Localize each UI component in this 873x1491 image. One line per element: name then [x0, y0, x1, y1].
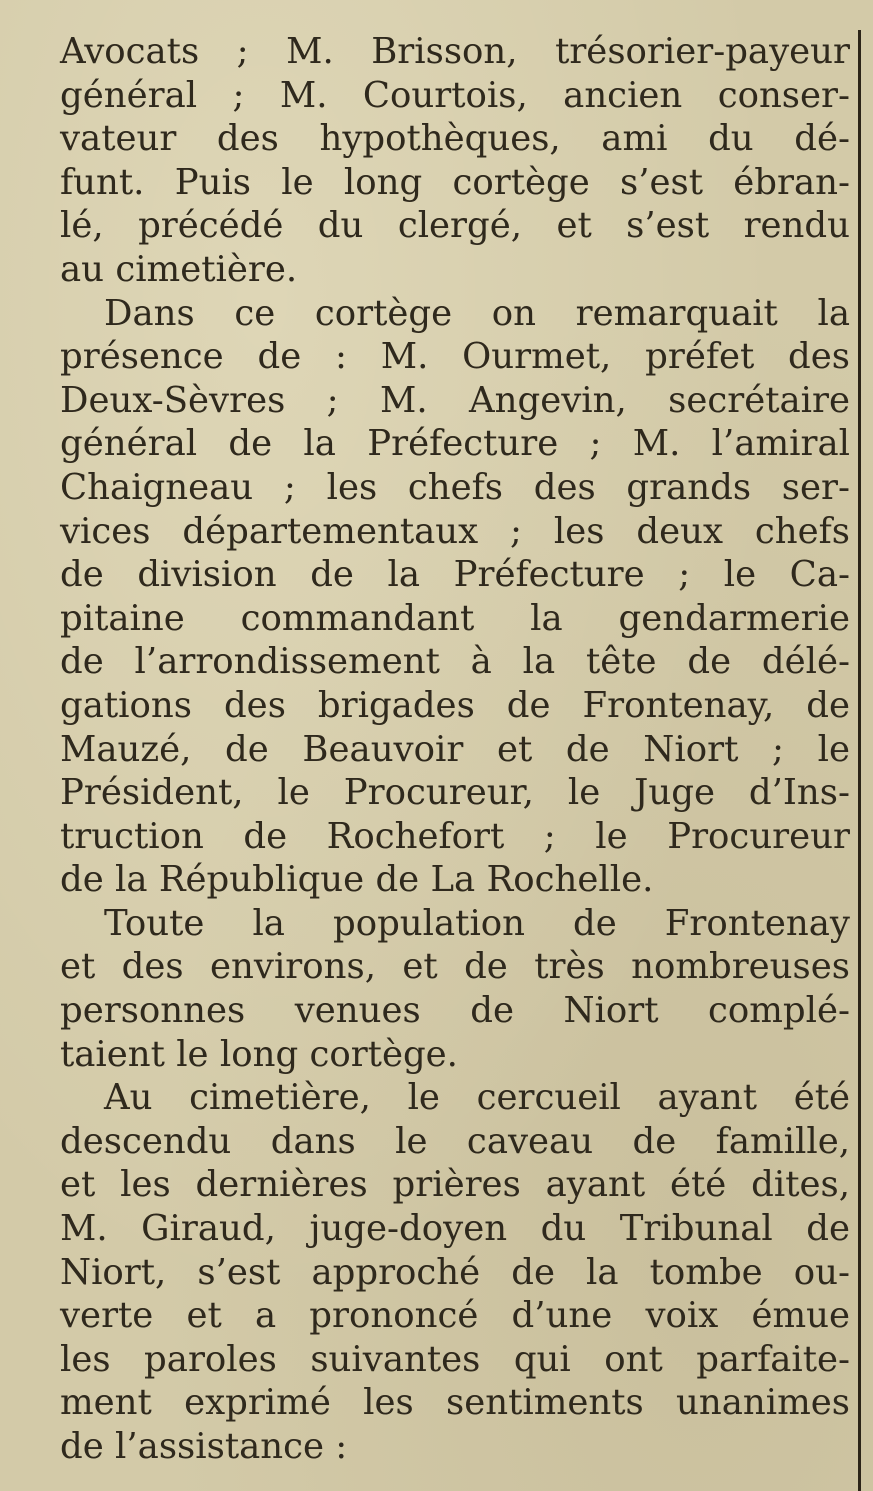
- text-line: taient le long cortège.: [60, 1033, 458, 1075]
- text-line: Deux-Sèvres ; M. Angevin, secrétaire: [60, 379, 850, 421]
- text-line: ment exprimé les sentiments unanimes: [60, 1382, 850, 1424]
- paragraph-start-line: Dans ce cortège on remarquait la: [104, 292, 850, 334]
- text-line: et les dernières prières ayant été dites,: [60, 1164, 850, 1206]
- text-line: truction de Rochefort ; le Procureur: [60, 815, 850, 857]
- text-line: Mauzé, de Beauvoir et de Niort ; le: [60, 728, 850, 770]
- article-text: [60, 30, 850, 1469]
- text-line: vices départementaux ; les deux chefs: [60, 510, 850, 552]
- column-divider: [858, 30, 861, 1491]
- text-line: funt. Puis le long cortège s’est ébran-: [60, 161, 850, 203]
- text-line: général ; M. Courtois, ancien conser-: [60, 74, 850, 116]
- text-line: de la République de La Rochelle.: [60, 859, 654, 901]
- text-line: Niort, s’est approché de la tombe ou-: [60, 1251, 850, 1293]
- text-line: présence de : M. Ourmet, préfet des: [60, 336, 850, 378]
- text-line: pitaine commandant la gendarmerie: [60, 597, 850, 639]
- text-line: de l’assistance :: [60, 1426, 348, 1467]
- text-line: les paroles suivantes qui ont parfaite-: [60, 1338, 850, 1380]
- text-line: descendu dans le caveau de famille,: [60, 1120, 850, 1162]
- text-line: vateur des hypothèques, ami du dé-: [60, 118, 850, 160]
- text-line: Président, le Procureur, le Juge d’Ins-: [60, 772, 850, 814]
- text-line: Chaigneau ; les chefs des grands ser-: [60, 466, 850, 508]
- text-line: au cimetière.: [60, 248, 298, 290]
- text-line: Avocats ; M. Brisson, trésorier-payeur: [60, 31, 850, 72]
- text-line: de division de la Préfecture ; le Ca-: [60, 554, 850, 596]
- paragraph-start-line: Toute la population de Frontenay: [104, 902, 850, 944]
- text-line: personnes venues de Niort complé-: [60, 990, 850, 1032]
- paragraph-start-line: Au cimetière, le cercueil ayant été: [104, 1077, 850, 1119]
- text-line: lé, précédé du clergé, et s’est rendu: [60, 205, 850, 247]
- text-line: de l’arrondissement à la tête de délé-: [60, 641, 850, 683]
- text-line: M. Giraud, juge-doyen du Tribunal de: [60, 1208, 850, 1250]
- text-line: et des environs, et de très nombreuses: [60, 946, 850, 988]
- text-line: général de la Préfecture ; M. l’amiral: [60, 423, 850, 465]
- text-line: gations des brigades de Frontenay, de: [60, 684, 850, 726]
- text-line: verte et a prononcé d’une voix émue: [60, 1295, 850, 1337]
